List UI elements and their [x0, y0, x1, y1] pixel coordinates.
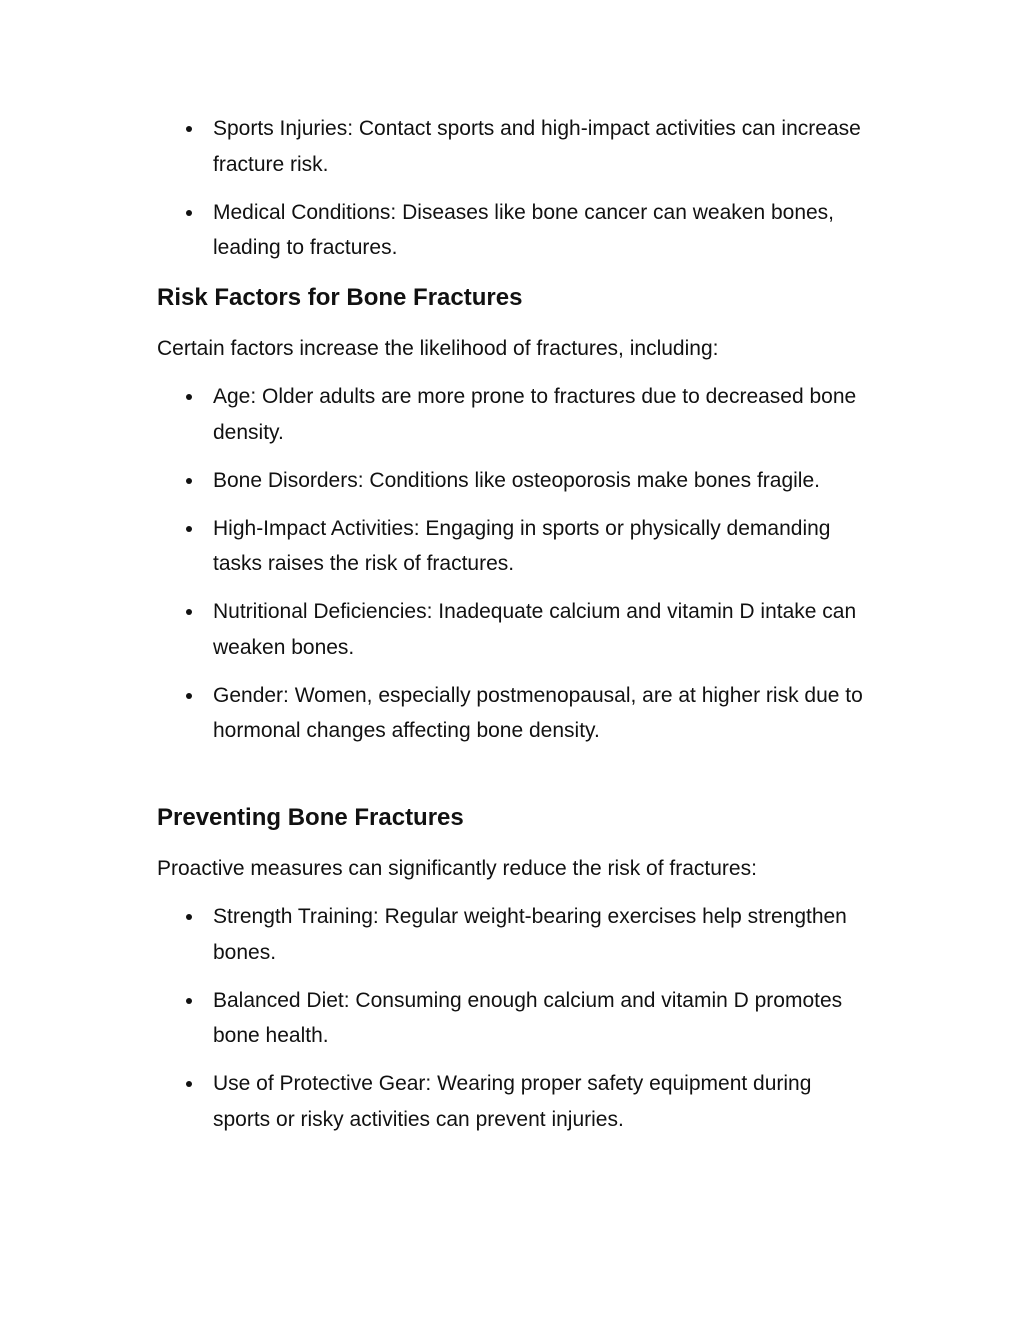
prevention-list [157, 899, 872, 1137]
list-item-text: Use of Protective Gear: Wearing proper safety equipment during sports or risky activities can prevent injuries. [213, 1072, 812, 1131]
bullet-icon [186, 478, 192, 484]
bullet-icon [186, 394, 192, 400]
list-item [157, 899, 872, 970]
prevention-intro-block [157, 851, 872, 887]
list-item [157, 983, 872, 1054]
list-item [157, 594, 872, 665]
list-item-text: High-Impact Activities: Engaging in sports or physically demanding tasks raises the risk of fractures. [213, 516, 831, 575]
prevention-section [157, 801, 872, 835]
list-item-text: Balanced Diet: Consuming enough calcium and vitamin D promotes bone health. [213, 988, 843, 1047]
list-item-text: Bone Disorders: Conditions like osteoporosis make bones fragile. [213, 468, 820, 492]
list-item [157, 379, 872, 450]
bullet-icon [186, 210, 192, 216]
list-item [157, 511, 872, 582]
list-item [157, 1066, 872, 1137]
list-item [157, 678, 872, 749]
prevention-list-block [157, 899, 872, 1137]
risk-factors-intro-block [157, 331, 872, 367]
bullet-icon [186, 998, 192, 1004]
prevention-intro: Proactive measures can significantly reduce the risk of fractures: [157, 857, 757, 880]
bullet-icon [186, 126, 192, 132]
list-item [157, 463, 872, 499]
bullet-icon [186, 914, 192, 920]
list-item-text: Medical Conditions: Diseases like bone cancer can weaken bones, leading to fractures. [213, 200, 835, 259]
list-item [157, 111, 872, 182]
list-item-text: Nutritional Deficiencies: Inadequate calcium and vitamin D intake can weaken bones. [213, 600, 857, 659]
list-item-text: Strength Training: Regular weight-bearing exercises help strengthen bones. [213, 905, 847, 964]
risk-factors-list [157, 379, 872, 749]
list-item [157, 195, 872, 266]
risk-factors-list-block [157, 379, 872, 749]
causes-list [157, 111, 872, 266]
bullet-icon [186, 609, 192, 615]
risk-factors-section [157, 281, 872, 315]
bullet-icon [186, 526, 192, 532]
prevention-heading: Preventing Bone Fractures [157, 804, 464, 831]
bullet-icon [186, 693, 192, 699]
list-item-text: Gender: Women, especially postmenopausal, are at higher risk due to hormonal changes affecting bone density. [213, 683, 863, 742]
risk-factors-heading: Risk Factors for Bone Fractures [157, 284, 523, 311]
risk-factors-intro: Certain factors increase the likelihood of fractures, including: [157, 337, 719, 360]
list-item-text: Sports Injuries: Contact sports and high-impact activities can increase fracture risk. [213, 117, 861, 176]
bullet-icon [186, 1081, 192, 1087]
causes-continued-section [157, 111, 872, 266]
list-item-text: Age: Older adults are more prone to fractures due to decreased bone density. [213, 385, 857, 444]
